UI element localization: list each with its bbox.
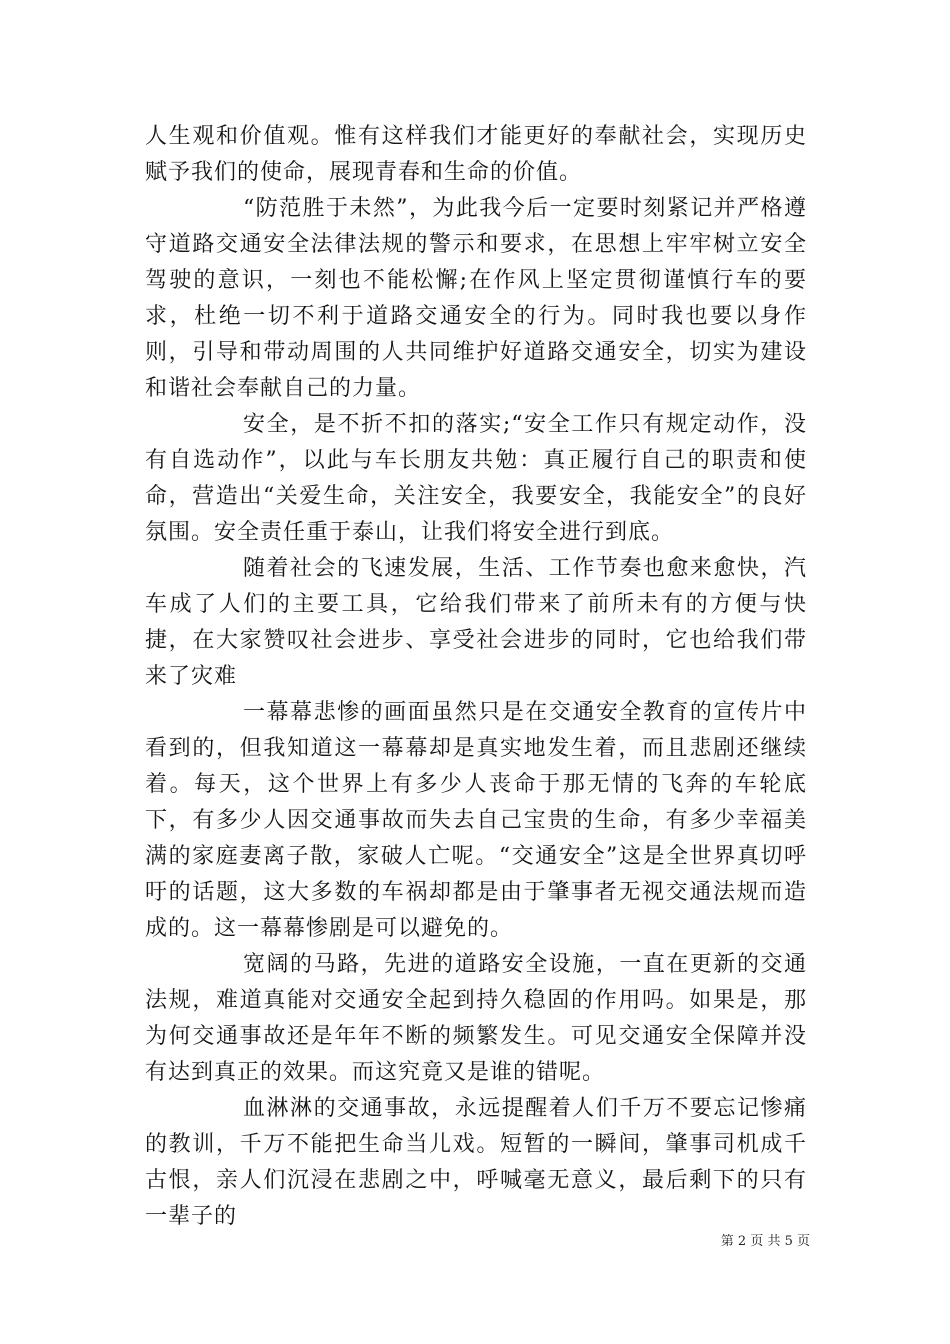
paragraph: “防范胜于未然”，为此我今后一定要时刻紧记并严格遵守道路交通安全法律法规的警示和要求，在思想上牢牢树立安全驾驶的意识，一刻也不能松懈;在作风上坚定贯彻谨慎行车的要求，杜绝一切不利于道路交通安全的行为。同时我也要以身作则，引导和带动周围的人共同维护好道路交通安全，切实为建设和谐社会奉献自己的力量。 <box>145 196 807 401</box>
paragraph: 随着社会的飞速发展，生活、工作节奏也愈来愈快，汽车成了人们的主要工具，它给我们带来了前所未有的方便与快捷，在大家赞叹社会进步、享受社会进步的同时，它也给我们带来了灾难 <box>145 556 807 689</box>
paragraph: 宽阔的马路，先进的道路安全设施，一直在更新的交通法规，难道真能对交通安全起到持久稳固的作用吗。如果是，那为何交通事故还是年年不断的频繁发生。可见交通安全保障并没有达到真正的效果。而这究竟又是谁的错呢。 <box>145 952 807 1085</box>
paragraph: 安全，是不折不扣的落实;“安全工作只有规定动作，没有自选动作”，以此与车长朋友共勉：真正履行自己的职责和使命，营造出“关爱生命，关注安全，我要安全，我能安全”的良好氛围。安全责任重于泰山，让我们将安全进行到底。 <box>145 412 807 545</box>
paragraph: 血淋淋的交通事故，永远提醒着人们千万不要忘记惨痛的教训，千万不能把生命当儿戏。短暂的一瞬间，肇事司机成千古恨，亲人们沉浸在悲剧之中，呼喊毫无意义，最后剩下的只有一辈子的 <box>145 1096 807 1229</box>
paragraph-continued: 人生观和价值观。惟有这样我们才能更好的奉献社会，实现历史赋予我们的使命，展现青春和生命的价值。 <box>145 124 807 185</box>
paragraph: 一幕幕悲惨的画面虽然只是在交通安全教育的宣传片中看到的，但我知道这一幕幕却是真实地发生着，而且悲剧还继续着。每天，这个世界上有多少人丧命于那无情的飞奔的车轮底下，有多少人因交通事故而失去自己宝贵的生命，有多少幸福美满的家庭妻离子散，家破人亡呢。“交通安全”这是全世界真切呼吁的话题，这大多数的车祸却都是由于肇事者无视交通法规而造成的。这一幕幕惨剧是可以避免的。 <box>145 700 807 941</box>
page-number: 第 2 页 共 5 页 <box>720 1234 810 1249</box>
body-text <box>145 119 807 1235</box>
